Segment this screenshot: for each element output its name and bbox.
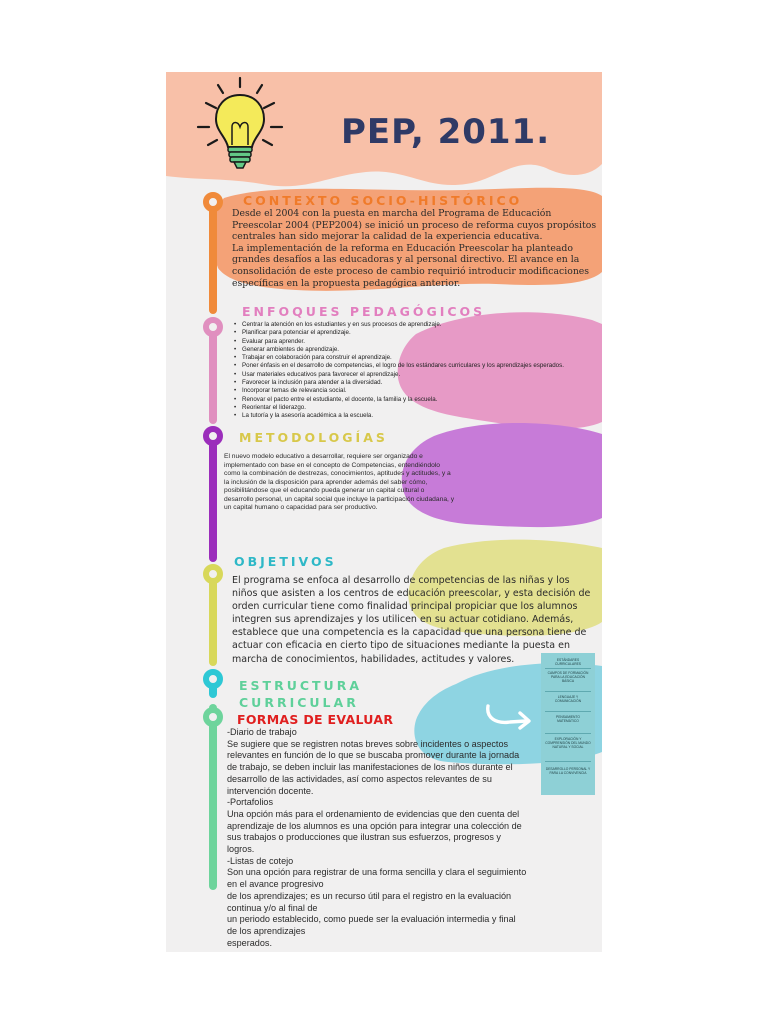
lightbulb-icon [184,75,296,177]
objetivos-text: El programa se enfoca al desarrollo de competencias de las niñas y los niños que asisten a los centros de educación preescolar, y esta decisión de orden curricular tiene como finalidad principal propiciar que los alumnos integren sus aprendizajes y los utilicen en su actuar cotidiano. Además, establece que una competencia es la capacidad que una persona tiene de actuar con eficacia en cierto tipo de situaciones mediante la puesta en marcha de conocimientos, habilidades, actitudes y valores. [232,575,591,665]
enfoques-list [226,321,596,421]
list-item: • Usar materiales educativos para favorecer el aprendizaje. [236,371,596,379]
list-item: • Trabajar en colaboración para construir el aprendizaje. [236,354,596,362]
page-title: PEP, 2011. [341,112,551,152]
list-item: • Reorientar el liderazgo. [236,404,596,412]
timeline-node-contexto [203,192,223,212]
list-item: • Favorecer la inclusión para atender a la diversidad. [236,379,596,387]
chart-divider [545,668,591,669]
list-item: • Generar ambientes de aprendizaje. [236,346,596,354]
estructura-title-line2: CURRICULAR [239,695,359,710]
evaluar-text: -Diario de trabajo Se sugiere que se registren notas breves sobre incidentes o aspectos relevantes en función de lo que se buscaba promover durante la jornada de trabajo, se deben incluir las manifestaciones de los niños durante el desarrollo de las actividades, así como aspectos relevantes de su intervención docente. -Portafolios Una opción más para el ordenamiento de evidencias que den cuenta del aprendizaje de los alumnos es una opción para integrar una colección de sus trabajos o producciones que ilustran sus esfuerzos, progresos y logros. -Listas de cotejo Son una opción para registrar de una forma sencilla y clara el seguimiento en el avance progresivo de los aprendizajes; es un recurso útil para el registro en la evaluación continua y/o al final de un periodo establecido, como puede ser la evaluación intermedia y final de los aprendizajes esperados. [227,727,527,948]
curved-arrow-icon [482,692,538,732]
list-item: • Centrar la atención en los estudiantes y en sus procesos de aprendizaje. [236,321,596,329]
estructura-title-line1: ESTRUCTURA [239,678,362,693]
chart-cell: EXPLORACIÓN Y COMPRENSIÓN DEL MUNDO NATURAL Y SOCIAL [545,737,591,749]
timeline-node-metodologias [203,426,223,446]
evaluar-title: FORMAS DE EVALUAR [237,712,394,727]
list-item: • Planificar para potenciar el aprendizaje. [236,329,596,337]
infographic-poster [166,72,602,952]
chart-divider [545,711,591,712]
timeline-node-objetivos [203,564,223,584]
timeline-node-estructura [203,669,223,689]
timeline-node-evaluar [203,707,223,727]
enfoques-title: ENFOQUES PEDAGÓGICOS [242,304,486,319]
chart-cell: ESTÁNDARES CURRICULARES [554,658,581,666]
contexto-title: CONTEXTO SOCIO-HISTÓRICO [243,193,523,208]
timeline-segment-orange [209,202,217,314]
timeline-node-enfoques [203,317,223,337]
chart-cell: PENSAMIENTO MATEMÁTICO [556,715,580,723]
chart-cell: LENGUAJE Y COMUNICACIÓN [554,695,582,703]
chart-cell: CAMPOS DE FORMACIÓN PARA LA EDUCACIÓN BÁSICA [547,671,589,683]
chart-cell: DESARROLLO PERSONAL Y PARA LA CONVIVENCIA [545,767,591,775]
list-item: • Poner énfasis en el desarrollo de competencias, el logro de los estándares curriculares y los aprendizajes esperados. [236,362,596,370]
timeline-segment-purple [209,428,217,562]
list-item: • La tutoría y la asesoría académica a la escuela. [236,412,596,420]
list-item: • Incorporar temas de relevancia social. [236,387,596,395]
metodologias-title: METODOLOGÍAS [239,430,388,445]
timeline-segment-green [209,704,217,890]
list-item: • Renovar el pacto entre el estudiante, el docente, la familia y la escuela. [236,396,596,404]
objetivos-title: OBJETIVOS [234,554,337,569]
contexto-text: Desde el 2004 con la puesta en marcha del Programa de Educación Preescolar 2004 (PEP2004) se inició un proceso de reforma cuyos propósitos centrales han sido mejorar la calidad de la experiencia educativa. La implementación de la reforma en Educación Preescolar ha planteado grandes desafíos a las educadoras y al personal directivo. El avance en la consolidación de este proceso de cambio requirió introducir modificaciones específicas en la propuesta pedagógica anterior. [232,208,597,289]
list-item: • Evaluar para aprender. [236,338,596,346]
chart-divider [545,691,591,692]
metodologias-text: El nuevo modelo educativo a desarrollar, requiere ser organizado e implementado con base en el concepto de Competencias, entendiéndolo como la combinación de destrezas, conocimientos, aptitudes y actitudes, y a la inclusión de la disposición para aprender además del saber cómo, posibilitándose que el educando pueda generar un capital cultural o desarrollo personal, un capital social que incluye la participación ciudadana, y un capital humano o capacidad para ser productivo. [224,453,455,511]
